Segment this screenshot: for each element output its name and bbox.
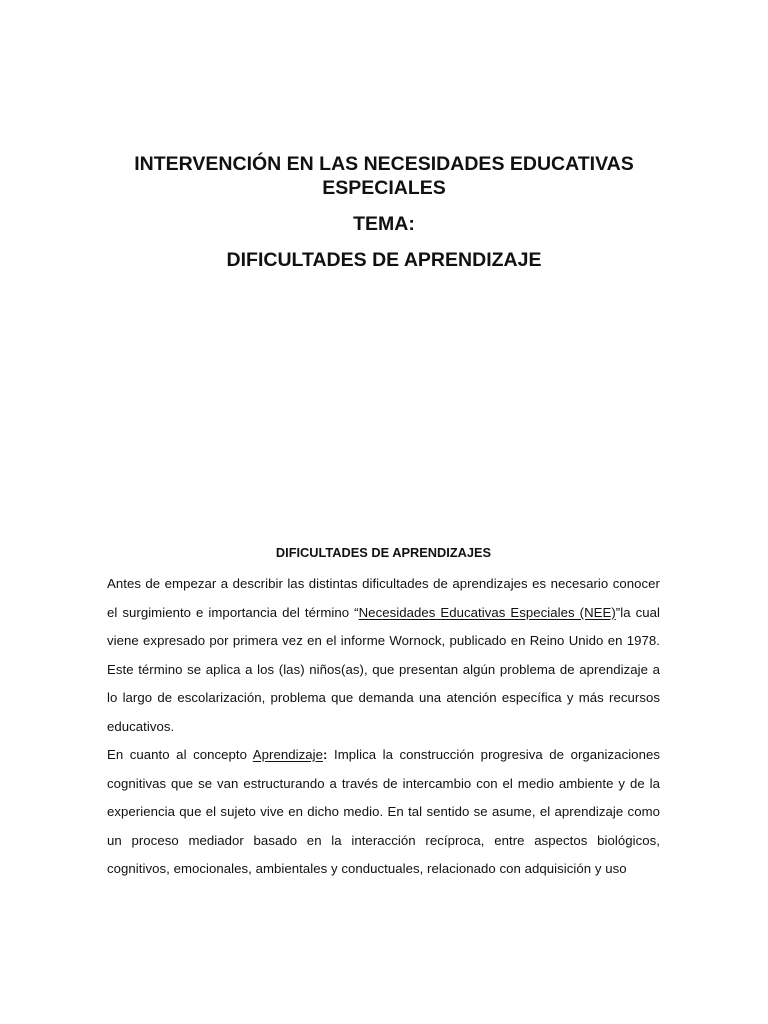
aprendizaje-colon: : [323,747,328,762]
title-block [100,152,668,272]
nee-term: Necesidades Educativas Especiales (NEE) [358,604,616,620]
section-heading: DIFICULTADES DE APRENDIZAJES [275,545,492,560]
paragraph-aprendizaje-text-a: En cuanto al concepto [107,747,253,762]
aprendizaje-term: Aprendizaje [252,747,323,762]
tema-label: TEMA: [353,213,415,235]
document-title: INTERVENCIÓN EN LAS NECESIDADES EDUCATIVAS ESPECIALES [134,153,634,199]
paragraph-aprendizaje-text-b: Implica la construcción progresiva de organizaciones cognitivas que se van estructurando a través de intercambio con el medio ambiente y de la experiencia que el sujeto vive en dicho medio. En tal sentido se asume, el aprendizaje como un proceso mediador basado en la interacción recíproca, entre aspectos biológicos, cognitivos, emocionales, ambientales y conductuales, relacionado con adquisición y uso [107,747,660,876]
tema-title: DIFICULTADES DE APRENDIZAJE [226,249,542,271]
paragraph-aprendizaje [107,741,660,884]
paragraph-nee [107,570,660,741]
paragraph-nee-text-a: Antes de empezar a describir las distintas dificultades de aprendizajes es necesario conocer el surgimiento e importancia del término “ [107,576,660,620]
paragraph-nee-text-b: ”la cual viene expresado por primera vez en el informe Wornock, publicado en Reino Unido en 1978. Este término se aplica a los (las) niños(as), que presentan algún problema de aprendizaje a lo largo de escolarización, problema que demanda una atención específica y más recursos educativos. [107,604,660,734]
section-body [107,541,660,884]
